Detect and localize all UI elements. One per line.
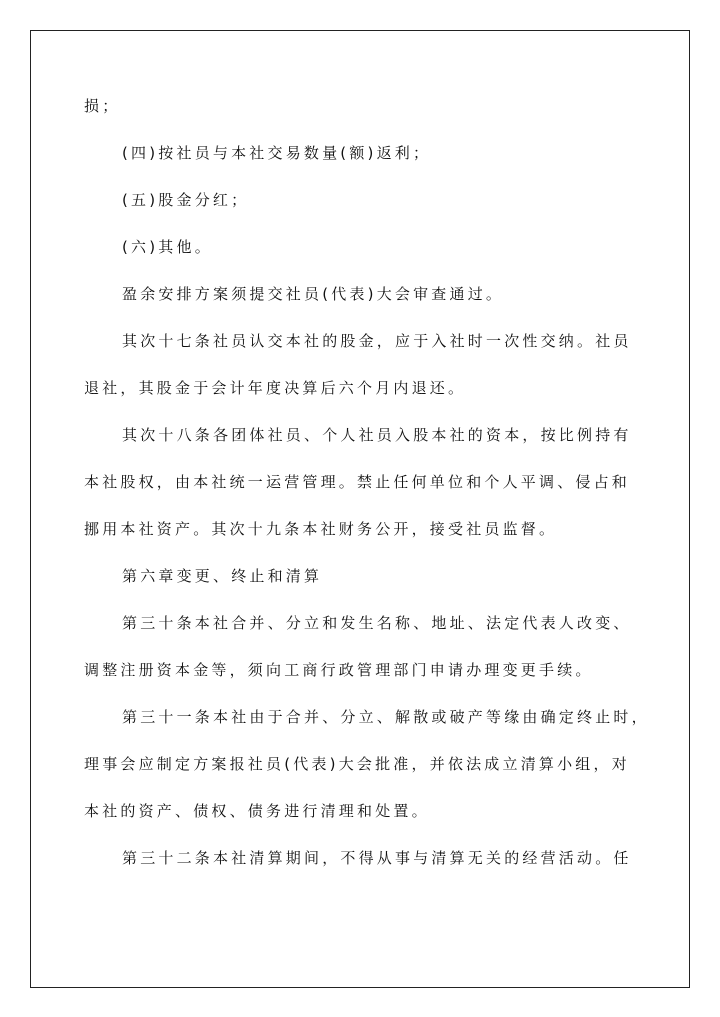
text-line: 挪用本社资产。其次十九条本社财务公开，接受社员监督。 [84,520,558,538]
text-line: (五)股金分红； [122,191,250,209]
text-line: 调整注册资本金等，须向工商行政管理部门申请办理变更手续。 [84,661,594,679]
text-line: 理事会应制定方案报社员(代表)大会批准，并依法成立清算小组，对 [84,755,630,773]
text-line: 盈余安排方案须提交社员(代表)大会审查通过。 [122,285,505,303]
text-line: 退社，其股金于会计年度决算后六个月内退还。 [84,379,467,397]
document-body [84,95,650,894]
text-line: 损； [84,97,121,115]
text-line: 第三十条本社合并、分立和发生名称、地址、法定代表人改变、 [122,614,632,632]
text-line: 本社的资产、债权、债务进行清理和处置。 [84,802,430,820]
text-line: 第三十二条本社清算期间，不得从事与清算无关的经营活动。任 [122,849,632,867]
text-line: 其次十八条各团体社员、个人社员入股本社的资本，按比例持有 [122,426,632,444]
text-line: 本社股权，由本社统一运营管理。禁止任何单位和个人平调、侵占和 [84,473,631,491]
text-line: 其次十七条社员认交本社的股金，应于入社时一次性交纳。社员 [122,332,632,350]
text-line: 第三十一条本社由于合并、分立、解散或破产等缘由确定终止时， [122,708,650,726]
text-line: (四)按社员与本社交易数量(额)返利； [122,144,432,162]
text-line: (六)其他。 [122,238,213,256]
chapter-heading: 第六章变更、终止和清算 [122,567,323,585]
